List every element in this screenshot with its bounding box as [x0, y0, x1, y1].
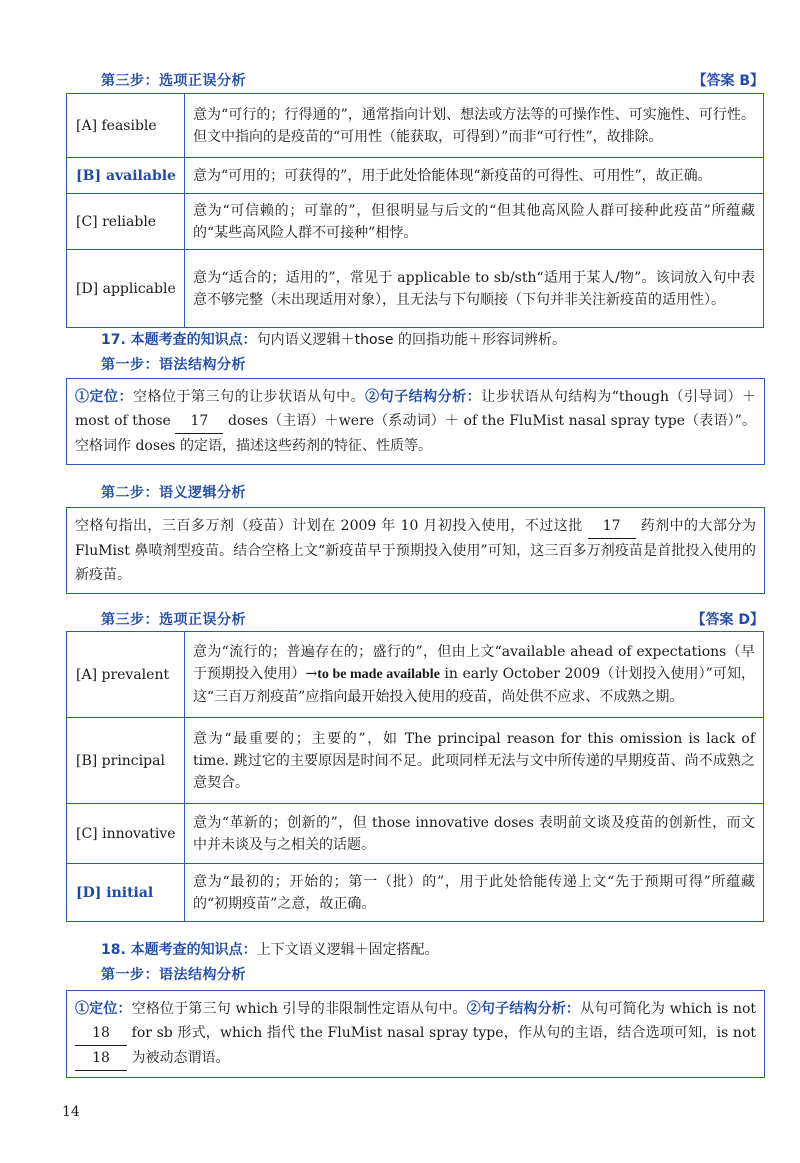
blank-18: 18 — [75, 1046, 127, 1071]
option-explanation: 意为“可行的；行得通的”，通常指向计划、想法或方法等的可操作性、可实施性、可行性。但文中指向的是疫苗的“可用性（能获取，可得到）”而非“可行性”，故排除。 — [185, 94, 764, 158]
table-row — [67, 804, 764, 864]
option-text-cont: in early October 2009（计划投入使用）”可知，这“三百万剂疫苗”应指向最开始投入使用的疫苗，尚处供不应求、不成熟之期。 — [193, 666, 756, 705]
q17-step2-box — [66, 507, 765, 594]
structure-text-end: 为被动态谓语。 — [127, 1050, 230, 1066]
q17-topic: 句内语义逻辑＋those 的回指功能＋形容词辨析。 — [256, 332, 566, 348]
blank-17: 17 — [588, 514, 636, 539]
q17-step1-box — [66, 378, 765, 465]
q17-step3-title: 第三步：选项正误分析 — [101, 612, 246, 628]
locate-tag: ①定位： — [75, 1001, 132, 1017]
option-explanation: 意为“可信赖的；可靠的”，但很明显与后文的“但其他高风险人群可接种此疫苗”所蕴藏的“某些高风险人群不可接种”相悖。 — [185, 194, 764, 250]
option-label: [C] reliable — [67, 194, 185, 250]
option-text: 意为“流行的；普遍存在的；盛行的”，但由上文“available ahead of expectations（早于预期投入使用） — [193, 644, 755, 682]
option-label: [D] applicable — [67, 250, 185, 328]
page-number: 14 — [62, 1104, 80, 1120]
q18-title — [101, 939, 439, 959]
option-label: [C] innovative — [67, 804, 185, 864]
table-row — [67, 250, 764, 328]
q18-number: 18. 本题考查的知识点： — [101, 942, 257, 958]
option-label: [A] feasible — [67, 94, 185, 158]
option-explanation: 意为“适合的；适用的”，常见于 applicable to sb/sth“适用于某人/物”。该词放入句中表意不够完整（未出现适用对象），且无法与下句顺接（下句并非关注新疫苗的适用性）。 — [185, 250, 764, 328]
locate-tag: ①定位： — [75, 389, 134, 405]
q16-options-table — [66, 93, 764, 328]
q18-step1-title: 第一步：语法结构分析 — [101, 967, 246, 983]
structure-text: 从句可简化为 which is not — [580, 1001, 757, 1017]
q17-step2-title: 第二步：语义逻辑分析 — [101, 485, 246, 501]
q16-answer: 【答案 B】 — [692, 73, 764, 89]
table-row — [67, 94, 764, 158]
blank-18: 18 — [75, 1021, 127, 1046]
option-explanation: 意为“可用的；可获得的”，用于此处恰能体现“新疫苗的可得性、可用性”，故正确。 — [185, 158, 764, 194]
option-emphasis: to be made available — [317, 667, 440, 682]
option-explanation — [185, 632, 764, 718]
option-explanation: 意为“最初的；开始的；第一（批）的”，用于此处恰能传递上文“先于预期可得”所蕴藏的“初期疫苗”之意，故正确。 — [185, 864, 764, 922]
structure-text-cont: doses（主语）＋were（系动词）＋ of the FluMist nasal spray type（表语）”。空格词作 doses 的定语，描述这些药剂的特征、性质等。 — [75, 413, 756, 454]
table-row — [67, 194, 764, 250]
option-label: [B] available — [67, 158, 185, 194]
q16-step3-title: 第三步：选项正误分析 — [101, 73, 246, 89]
structure-tag: ②句子结构分析： — [365, 389, 482, 405]
table-row — [67, 864, 764, 922]
q17-options-table — [66, 631, 764, 922]
structure-tag: ②句子结构分析： — [466, 1001, 581, 1017]
structure-text-cont: for sb 形式，which 指代 the FluMist nasal spray type，作从句的主语，结合选项可知，is not — [127, 1025, 756, 1041]
option-label: [A] prevalent — [67, 632, 185, 718]
table-row — [67, 718, 764, 804]
locate-text: 空格位于第三句 which 引导的非限制性定语从句中。 — [131, 1001, 467, 1017]
arrow-icon: → — [305, 666, 318, 682]
q17-number: 17. 本题考查的知识点： — [101, 332, 257, 348]
option-label: [B] principal — [67, 718, 185, 804]
locate-text: 空格位于第三句的让步状语从句中。 — [133, 389, 366, 405]
logic-text: 空格句指出，三百多万剂（疫苗）计划在 2009 年 10 月初投入使用，不过这批 — [75, 518, 588, 534]
option-explanation: 意为“最重要的；主要的”，如 The principal reason for this omission is lack of time. 跳过它的主要原因是时间不足。此项同样无法与文中所传递的早期疫苗、尚不成熟之意契合。 — [185, 718, 764, 804]
q18-topic: 上下文语义逻辑＋固定搭配。 — [256, 942, 439, 958]
q17-answer: 【答案 D】 — [691, 612, 764, 628]
table-row — [67, 632, 764, 718]
option-explanation: 意为“革新的；创新的”，但 those innovative doses 表明前文谈及疫苗的创新性，而文中并未谈及与之相关的话题。 — [185, 804, 764, 864]
q18-step1-box — [66, 990, 765, 1078]
option-label: [D] initial — [67, 864, 185, 922]
q17-step1-title: 第一步：语法结构分析 — [101, 357, 246, 373]
structure-text: 让步状语从句结构为“though（引导词）＋ most of those — [75, 389, 757, 429]
logic-text-cont: 药剂中的大部分为 FluMist 鼻喷剂型疫苗。结合空格上文“新疫苗早于预期投入使用”可知，这三百多万剂疫苗是首批投入使用的新疫苗。 — [75, 518, 756, 583]
blank-17: 17 — [175, 409, 223, 434]
q17-title — [101, 329, 566, 349]
table-row — [67, 158, 764, 194]
